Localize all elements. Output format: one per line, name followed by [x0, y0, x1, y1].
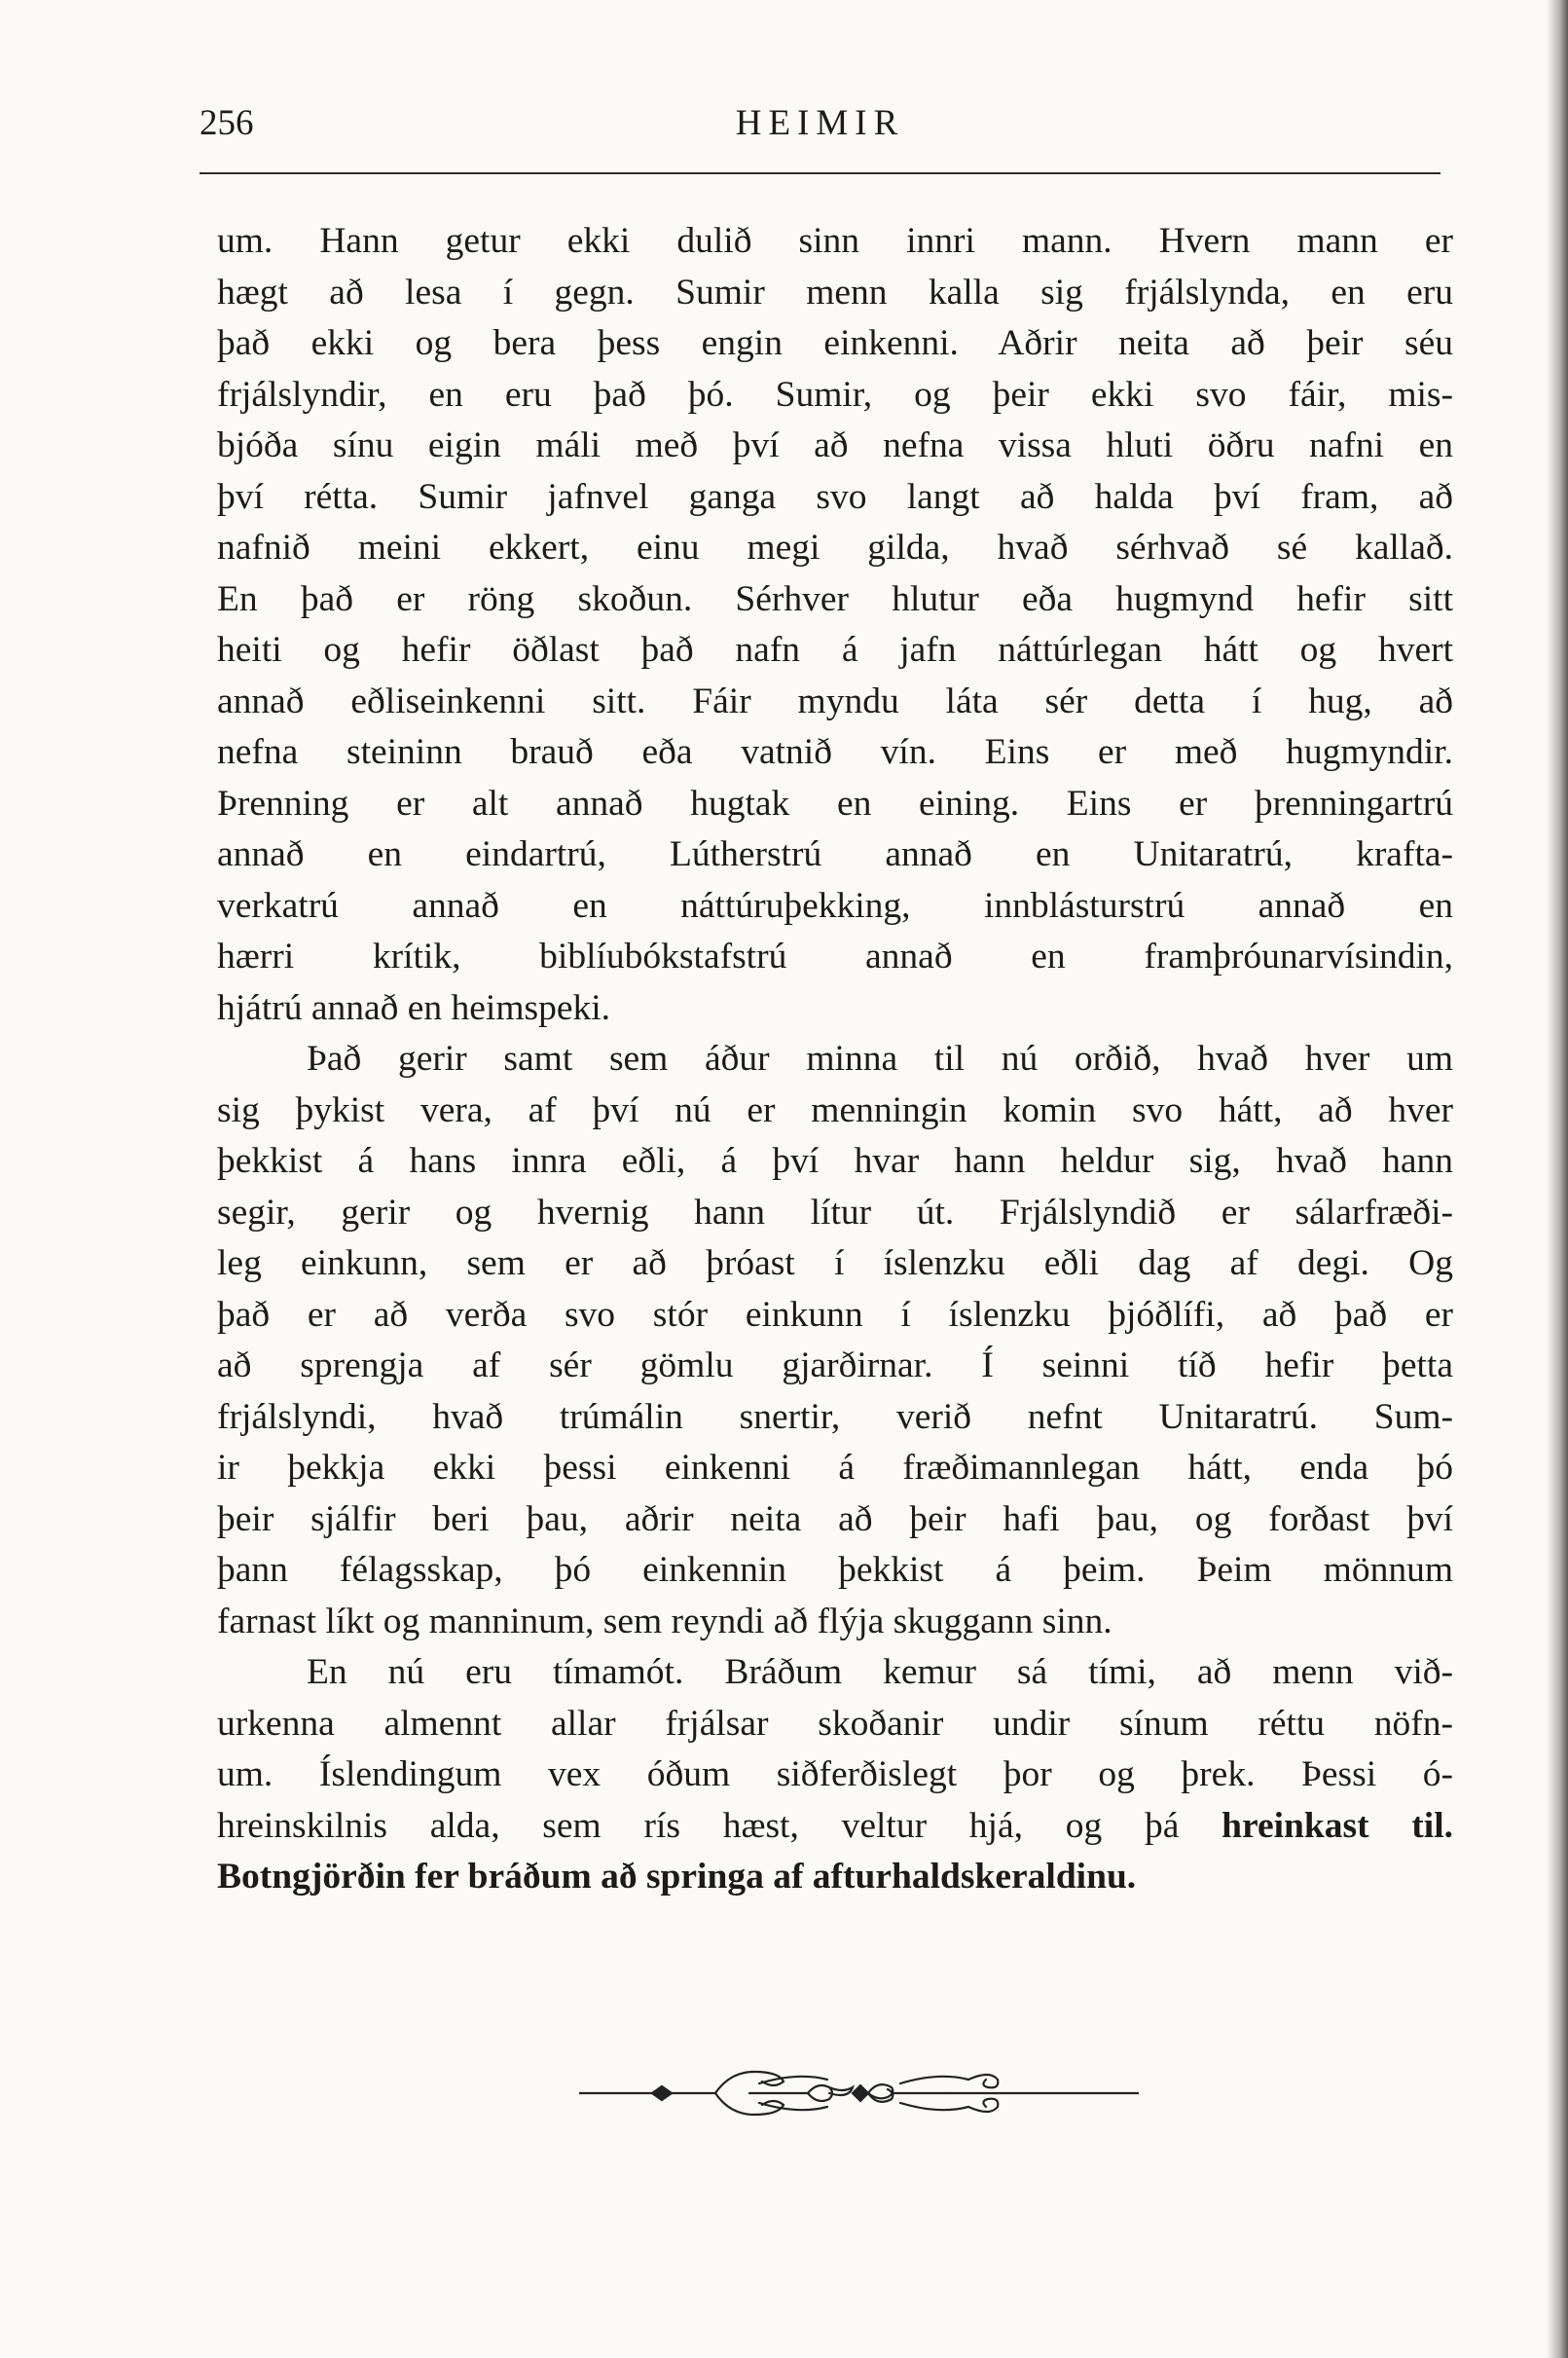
text-line: En nú eru tímamót. Bráðum kemur sá tími, að menn við-: [307, 1652, 1453, 1692]
text-line: um. Íslendingum vex óðum siðferðislegt þor og þrek. Þessi ó-: [217, 1754, 1453, 1794]
text-line: Það gerir samt sem áður minna til nú orðið, hvað hver um: [307, 1039, 1453, 1079]
text-line: hægt að lesa í gegn. Sumir menn kalla sig frjálslynda, en eru: [217, 272, 1453, 313]
text-line: nafnið meini ekkert, einu megi gilda, hvað sérhvað sé kallað.: [217, 528, 1453, 568]
page-edge-shadow: [1547, 0, 1568, 2358]
text-line: þekkist á hans innra eðli, á því hvar hann heldur sig, hvað hann: [217, 1141, 1453, 1181]
text-line: ir þekkja ekki þessi einkenni á fræðimannlegan hátt, enda þó: [217, 1448, 1453, 1488]
text-line: annað en eindartrú, Lútherstrú annað en Unitaratrú, krafta-: [217, 834, 1453, 874]
paragraph-2: [217, 1034, 1453, 1647]
text-line: sig þykist vera, af því nú er menningin komin svo hátt, að hver: [217, 1089, 1453, 1130]
text-line: Þrenning er alt annað hugtak en eining. Eins er þrenningartrú: [217, 783, 1453, 824]
text-line: hjátrú annað en heimspeki.: [217, 987, 611, 1028]
text-line: nefna steininn brauð eða vatnið vín. Eins er með hugmyndir.: [217, 732, 1453, 772]
text-line: hreinskilnis alda, sem rís hæst, veltur hjá, og þá hreinkast til.: [217, 1805, 1453, 1846]
text-line: urkenna almennt allar frjálsar skoðanir undir sínum réttu nöfn-: [217, 1703, 1453, 1744]
text-line: heiti og hefir öðlast það nafn á jafn náttúrlegan hátt og hvert: [217, 630, 1453, 670]
text-line: Botngjörðin fer bráðum að springa af afturhaldskeraldinu.: [217, 1857, 1137, 1897]
paragraph-3: [217, 1647, 1453, 1903]
scroll-flourish-ornament-icon: [579, 2054, 1139, 2132]
page-header: [200, 102, 1440, 161]
text-line: það ekki og bera þess engin einkenni. Aðrir neita að þeir séu: [217, 323, 1453, 363]
running-title: HEIMIR: [735, 103, 905, 143]
body-text: [217, 216, 1453, 1903]
text-line: verkatrú annað en náttúruþekking, innblásturstrú annað en: [217, 885, 1453, 926]
text-line: segir, gerir og hvernig hann lítur út. Frjálslyndið er sálarfræði-: [217, 1192, 1453, 1233]
text-line: leg einkunn, sem er að þróast í íslenzku eðli dag af degi. Og: [217, 1243, 1453, 1283]
text-line: það er að verða svo stór einkunn í íslenzku þjóðlífi, að það er: [217, 1294, 1453, 1335]
text-line: þeir sjálfir beri þau, aðrir neita að þeir hafi þau, og forðast því: [217, 1498, 1453, 1539]
page-number: 256: [200, 103, 254, 143]
text-line: farnast líkt og manninum, sem reyndi að flýja skuggann sinn.: [217, 1601, 1112, 1641]
text-line: frjálslyndi, hvað trúmálin snertir, verið nefnt Unitaratrú. Sum-: [217, 1396, 1453, 1437]
text-line: hærri krítik, biblíubókstafstrú annað en framþróunarvísindin,: [217, 937, 1453, 976]
text-line: annað eðliseinkenni sitt. Fáir myndu láta sér detta í hug, að: [217, 681, 1453, 721]
text-line: að sprengja af sér gömlu gjarðirnar. Í seinni tíð hefir þetta: [217, 1345, 1453, 1385]
text-line: um. Hann getur ekki dulið sinn innri mann. Hvern mann er: [217, 221, 1453, 261]
text-line: En það er röng skoðun. Sérhver hlutur eða hugmynd hefir sitt: [217, 578, 1453, 619]
text-line: bjóða sínu eigin máli með því að nefna vissa hluti öðru nafni en: [217, 425, 1453, 465]
text-line: þann félagsskap, þó einkennin þekkist á þeim. Þeim mönnum: [217, 1550, 1453, 1590]
text-line: frjálslyndir, en eru það þó. Sumir, og þeir ekki svo fáir, mis-: [217, 374, 1453, 415]
text-line: því rétta. Sumir jafnvel ganga svo langt að halda því fram, að: [217, 476, 1453, 517]
header-rule: [200, 172, 1440, 174]
paragraph-1: [217, 216, 1453, 1034]
